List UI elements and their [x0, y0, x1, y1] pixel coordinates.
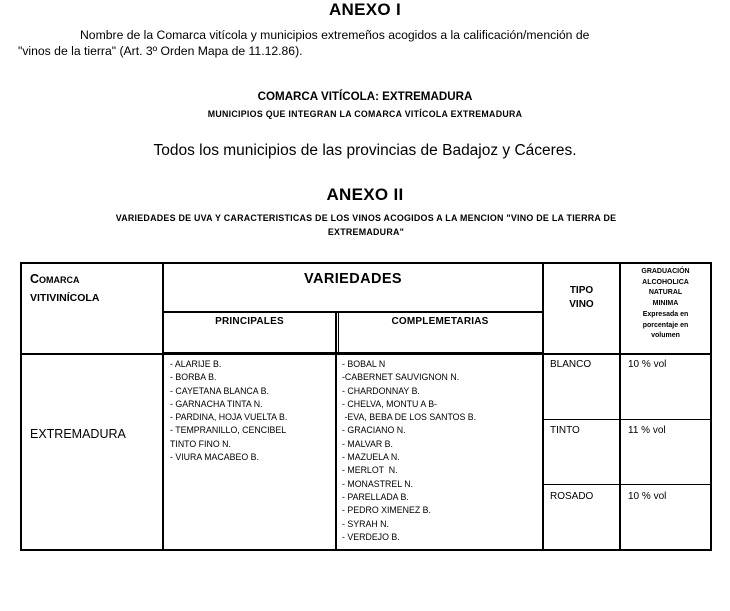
- region-name: EXTREMADURA: [30, 427, 126, 441]
- table-divider: [542, 419, 710, 420]
- header-comarca-line2: VITIVINÍCOLA: [30, 292, 100, 304]
- wine-grade-rosado: 10 % vol: [628, 491, 667, 502]
- header-tipo-vino: [544, 284, 619, 312]
- header-graduacion-line: NATURAL: [648, 289, 683, 297]
- header-comarca: [30, 270, 99, 307]
- anexo2-subtitle: [26, 211, 706, 239]
- header-graduacion-line: ALCOHOLICA: [642, 278, 689, 286]
- header-graduacion-line: porcentaje en: [642, 321, 689, 329]
- varieties-table: [20, 262, 712, 551]
- header-variedades: VARIEDADES: [304, 271, 402, 287]
- table-divider: [542, 484, 710, 485]
- wine-grade-blanco: 10 % vol: [628, 359, 667, 370]
- list-item: - PEDRO XIMENEZ B.: [342, 505, 431, 516]
- list-item: - VIURA MACABEO B.: [170, 452, 259, 463]
- list-item: - CHELVA, MONTU A B-: [342, 398, 437, 409]
- header-tipo-line1: TIPO: [569, 285, 594, 296]
- list-item: - GRACIANO N.: [342, 425, 406, 436]
- wine-type-rosado: ROSADO: [550, 491, 594, 502]
- header-graduacion-line: Expresada en: [642, 310, 689, 318]
- table-divider: [162, 311, 543, 313]
- header-complementarias: COMPLEMETARIAS: [391, 316, 489, 327]
- list-item: - PARELLADA B.: [342, 491, 409, 502]
- list-item: - MONASTREL N.: [342, 478, 414, 489]
- anexo1-intro: [18, 27, 718, 59]
- list-item: -EVA, BEBA DE LOS SANTOS B.: [342, 412, 477, 423]
- table-divider: [335, 312, 337, 549]
- header-graduacion-line: volumen: [651, 332, 680, 340]
- table-divider: [164, 352, 542, 353]
- anexo2-title: ANEXO II: [326, 185, 404, 204]
- list-item: - BORBA B.: [170, 372, 217, 383]
- header-graduacion: [621, 267, 710, 342]
- wine-type-tinto: TINTO: [550, 425, 580, 436]
- header-tipo-line2: VINO: [569, 299, 594, 310]
- municipios-text: Todos los municipios de las provincias de Badajoz y Cáceres.: [153, 142, 577, 159]
- header-comarca-line1: Comarca: [30, 272, 80, 286]
- principales-list: [170, 358, 287, 464]
- anexo2-subtitle-line1: VARIEDADES DE UVA Y CARACTERISTICAS DE LOS VINOS ACOGIDOS A LA MENCION "VINO DE LA TIERRA DE: [115, 213, 617, 223]
- list-item: - CAYETANA BLANCA B.: [170, 385, 269, 396]
- comarca-heading: COMARCA VITÍCOLA: EXTREMADURA: [257, 90, 473, 103]
- list-item: - BOBAL N: [342, 359, 386, 369]
- list-item: - MALVAR B.: [342, 438, 393, 449]
- header-graduacion-line: GRADUACIÓN: [641, 268, 690, 275]
- anexo2-subtitle-line2: EXTREMADURA": [327, 227, 405, 237]
- list-item: - PARDINA, HOJA VUELTA B.: [170, 412, 288, 423]
- anexo1-title: ANEXO I: [328, 0, 401, 19]
- anexo1-intro-line1: Nombre de la Comarca vitícola y municipios extremeños acogidos a la calificación/mención de: [80, 28, 590, 42]
- header-principales: PRINCIPALES: [215, 316, 284, 327]
- table-divider: [22, 353, 710, 355]
- list-item: - MERLOT N.: [342, 465, 398, 476]
- list-item: - GARNACHA TINTA N.: [170, 398, 263, 409]
- list-item: - TEMPRANILLO, CENCIBEL: [170, 425, 287, 436]
- list-item: - SYRAH N.: [342, 518, 389, 529]
- list-item: - MAZUELA N.: [342, 452, 400, 463]
- anexo1-intro-line2: "vinos de la tierra" (Art. 3º Orden Mapa de 11.12.86).: [18, 44, 303, 58]
- list-item: TINTO FINO N.: [170, 438, 231, 449]
- municipios-heading: MUNICIPIOS QUE INTEGRAN LA COMARCA VITÍCOLA EXTREMADURA: [207, 109, 523, 119]
- list-item: - VERDEJO B.: [342, 531, 400, 542]
- wine-grade-tinto: 11 % vol: [628, 425, 666, 436]
- list-item: - CHARDONNAY B.: [342, 385, 420, 396]
- complementarias-list: [342, 358, 476, 544]
- list-item: -CABERNET SAUVIGNON N.: [342, 372, 460, 383]
- header-graduacion-line: MINIMA: [652, 300, 679, 308]
- list-item: - ALARIJE B.: [170, 359, 222, 369]
- table-divider: [162, 264, 164, 549]
- wine-type-blanco: BLANCO: [550, 359, 592, 370]
